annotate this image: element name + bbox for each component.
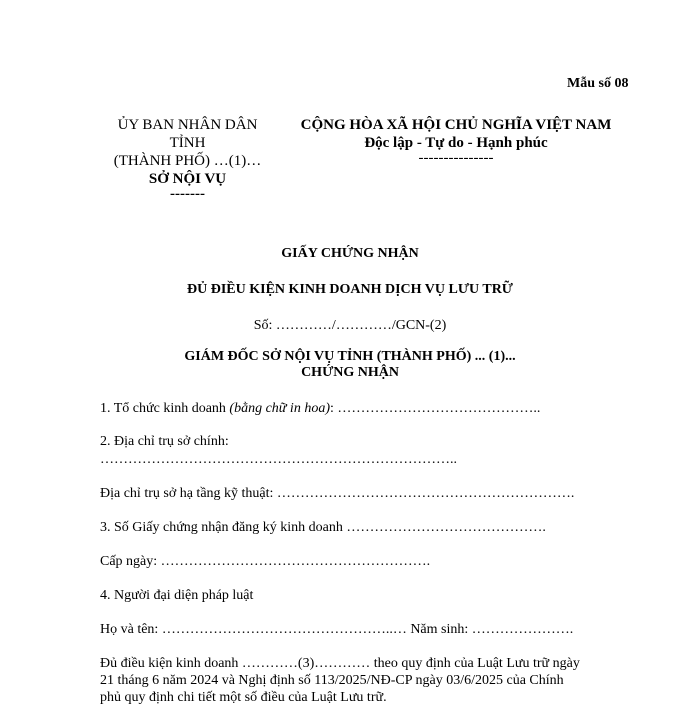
form-code: Mẫu số 08	[567, 76, 629, 91]
issuer-dept: SỞ NỘI VỤ	[148, 171, 227, 187]
eligibility-line-1: Đủ điều kiện kinh doanh …………(3)………… theo quy định của Luật Lưu trữ ngày	[100, 656, 580, 671]
national-rule: ---------------	[418, 150, 494, 166]
certificate-subtitle: ĐỦ ĐIỀU KIỆN KINH DOANH DỊCH VỤ LƯU TRỮ	[187, 282, 513, 297]
eligibility-line-3: phủ quy định chi tiết một số điều của Luật Lưu trữ.	[100, 690, 387, 705]
field-address-dots: …………………………………………………………………..	[100, 452, 457, 467]
eligibility-line-2: 21 tháng 6 năm 2024 và Nghị định số 113/2025/NĐ-CP ngày 03/6/2025 của Chính	[100, 673, 564, 688]
national-header	[286, 116, 626, 164]
field-infra-address: Địa chỉ trụ sở hạ tầng kỹ thuật: ……………………………………………………….	[100, 486, 575, 501]
field-organization	[100, 400, 540, 417]
org-hint: (bằng chữ in hoa)	[229, 401, 330, 416]
issuer-line-3: (THÀNH PHỐ) …(1)…	[113, 153, 262, 169]
org-label: 1. Tổ chức kinh doanh	[100, 401, 230, 416]
issuer-line-2: TỈNH	[169, 135, 206, 151]
national-title: CỘNG HÒA XÃ HỘI CHỦ NGHĨA VIỆT NAM	[300, 117, 612, 133]
field-address-label: 2. Địa chỉ trụ sở chính:	[100, 434, 229, 449]
certificate-title: GIẤY CHỨNG NHẬN	[281, 246, 419, 261]
director-line-1: GIÁM ĐỐC SỞ NỘI VỤ TỈNH (THÀNH PHỐ) ... (1)...	[184, 349, 516, 364]
field-legal-rep: 4. Người đại diện pháp luật	[100, 588, 254, 603]
certificate-number: Số: …………/…………/GCN-(2)	[253, 318, 447, 333]
field-full-name: Họ và tên: …………………………………………..… Năm sinh: ………………….	[100, 622, 574, 637]
issuer-rule: -------	[170, 186, 205, 202]
field-reg-cert: 3. Số Giấy chứng nhận đăng ký kinh doanh …………………………………….	[100, 520, 546, 535]
issuer-block	[105, 116, 270, 200]
field-issue-date: Cấp ngày: ………………………………………………….	[100, 554, 431, 569]
director-line-2: CHỨNG NHẬN	[301, 365, 399, 380]
national-motto: Độc lập - Tự do - Hạnh phúc	[364, 135, 548, 151]
org-dots: : ……………………………………..	[330, 401, 541, 416]
issuer-line-1: ỦY BAN NHÂN DÂN	[117, 117, 258, 133]
